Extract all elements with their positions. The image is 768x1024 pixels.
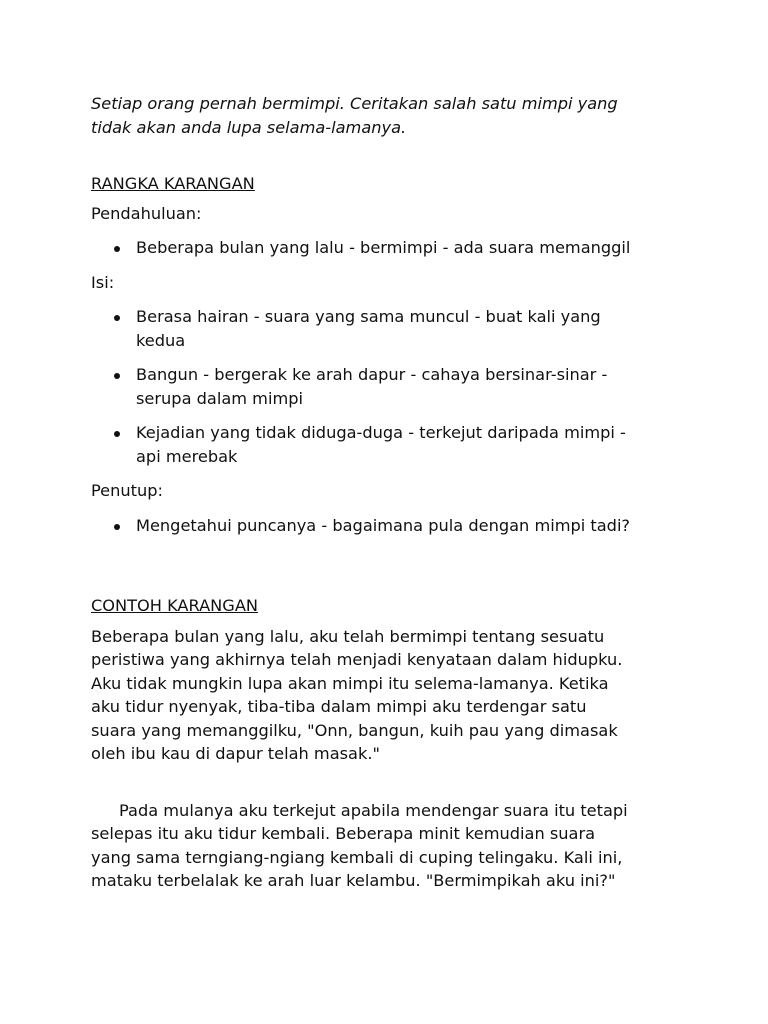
paragraph-line: aku tidur nyenyak, tiba-tiba dalam mimpi aku terdengar satu	[91, 697, 587, 716]
sample-paragraph-2	[91, 799, 691, 893]
sample-heading: CONTOH KARANGAN	[91, 596, 259, 615]
paragraph-line: Beberapa bulan yang lalu, aku telah bermimpi tentang sesuatu	[91, 626, 605, 646]
body-list	[91, 305, 691, 468]
list-item	[91, 305, 691, 352]
bullet-dot-icon	[114, 246, 120, 252]
intro-label: Pendahuluan:	[91, 203, 202, 223]
list-item	[91, 236, 691, 260]
paragraph-line: Pada mulanya aku terkejut apabila mendengar suara itu tetapi	[119, 800, 628, 820]
paragraph-line: peristiwa yang akhirnya telah menjadi kenyataan dalam hidupku.	[91, 650, 623, 669]
prompt-line: tidak akan anda lupa selama-lamanya.	[91, 117, 407, 137]
paragraph-line: Aku tidak mungkin lupa akan mimpi itu selema-lamanya. Ketika	[91, 673, 609, 693]
intro-list	[91, 236, 691, 260]
sample-paragraph-1	[91, 625, 691, 766]
bullet-dot-icon	[114, 373, 120, 379]
paragraph-line: mataku terbelalak ke arah luar kelambu. "Bermimpikah aku ini?"	[91, 871, 616, 890]
list-item	[91, 363, 691, 410]
list-item-text: Kejadian yang tidak diduga-duga - terkejut daripada mimpi - api merebak	[136, 423, 626, 466]
document-page	[91, 92, 691, 893]
bullet-dot-icon	[114, 524, 120, 530]
list-item-text: Bangun - bergerak ke arah dapur - cahaya bersinar-sinar - serupa dalam mimpi	[136, 365, 608, 408]
list-item-text: Berasa hairan - suara yang sama muncul - buat kali yang kedua	[136, 307, 601, 350]
list-item-text: Beberapa bulan yang lalu - bermimpi - ada suara memanggil	[136, 238, 631, 257]
list-item	[91, 421, 691, 468]
outline-heading: RANGKA KARANGAN	[91, 174, 255, 193]
paragraph-line: suara yang memanggilku, "Onn, bangun, kuih pau yang dimasak	[91, 720, 618, 740]
bullet-dot-icon	[114, 431, 120, 437]
closing-list	[91, 514, 691, 538]
paragraph-line: yang sama terngiang-ngiang kembali di cuping telingaku. Kali ini,	[91, 847, 623, 867]
closing-label: Penutup:	[91, 481, 163, 500]
paragraph-line: selepas itu aku tidur kembali. Beberapa minit kemudian suara	[91, 824, 596, 843]
bullet-dot-icon	[114, 315, 120, 321]
paragraph-line: oleh ibu kau di dapur telah masak."	[91, 744, 380, 763]
essay-prompt	[91, 92, 691, 139]
list-item	[91, 514, 691, 538]
prompt-line: Setiap orang pernah bermimpi. Ceritakan salah satu mimpi yang	[91, 94, 618, 113]
body-label: Isi:	[91, 272, 115, 292]
list-item-text: Mengetahui puncanya - bagaimana pula dengan mimpi tadi?	[136, 515, 631, 535]
